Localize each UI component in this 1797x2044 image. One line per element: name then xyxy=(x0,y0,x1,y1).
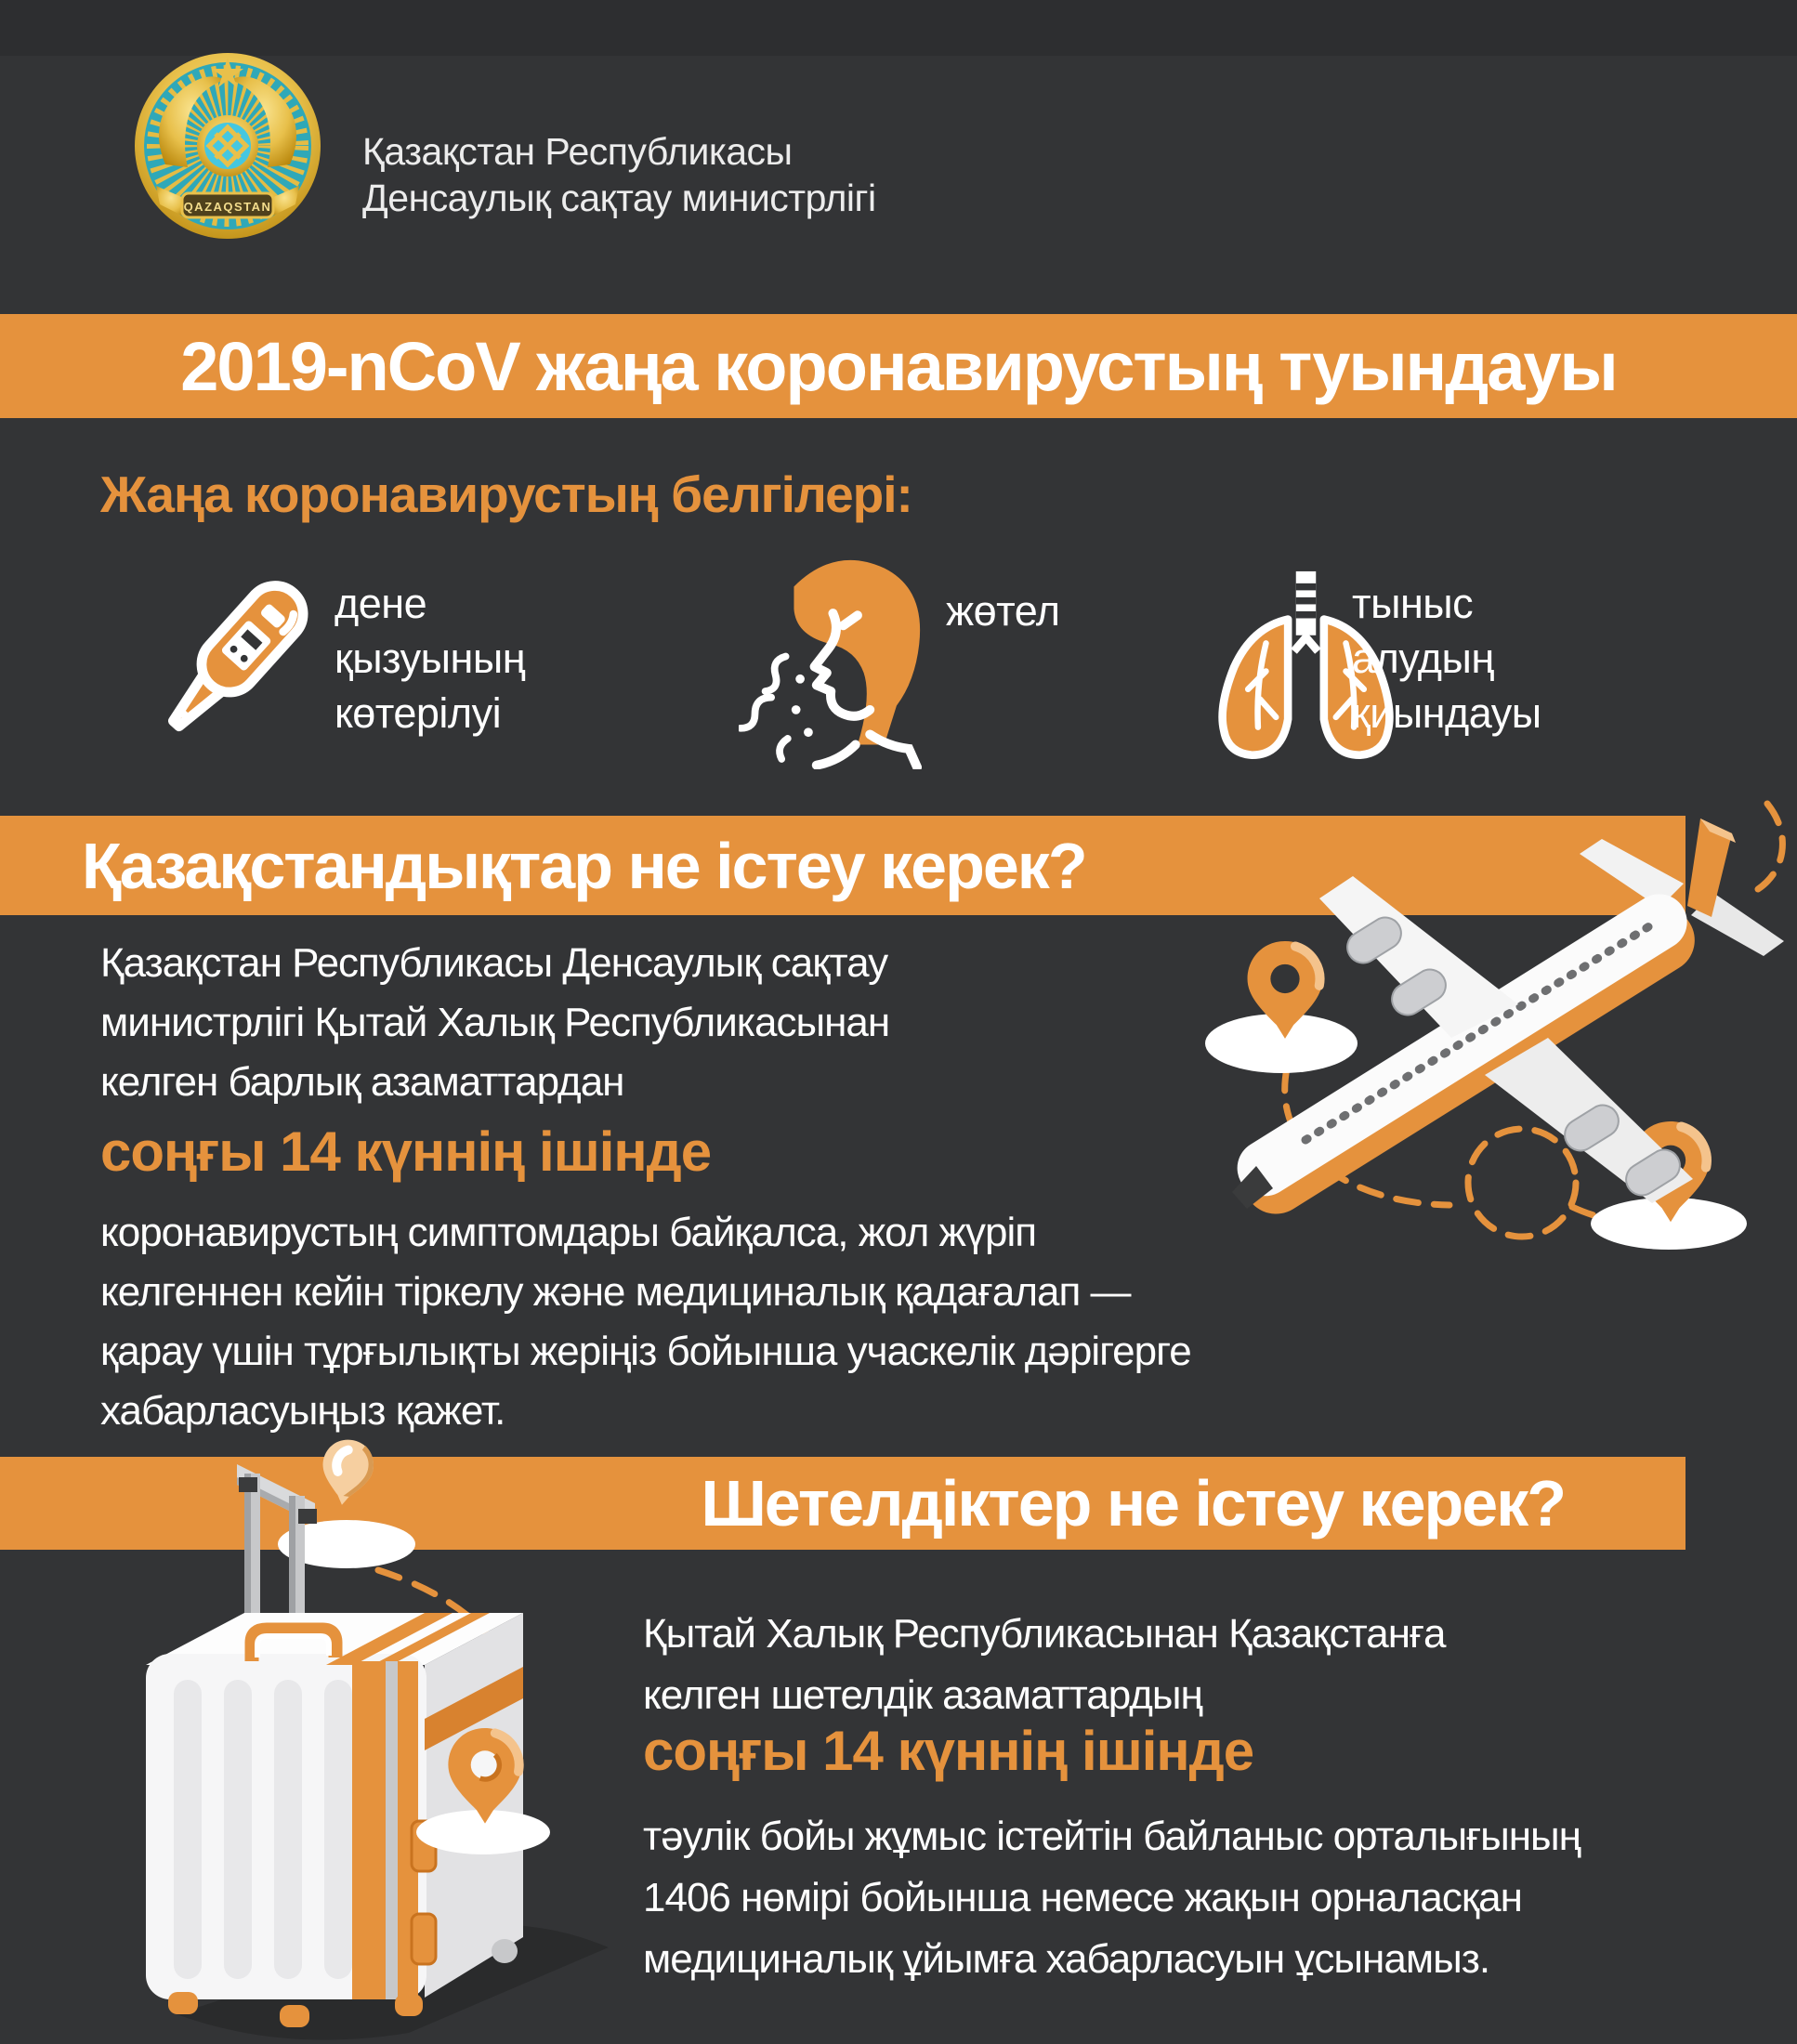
section-kazakh-banner-text: Қазақстандықтар не істеу керек? xyxy=(82,829,1086,902)
cough-icon xyxy=(739,554,948,769)
top-strip xyxy=(0,0,1797,56)
section-foreign-banner-text: Шетелдіктер не істеу керек? xyxy=(701,1467,1565,1540)
symptom-cough-label xyxy=(946,583,1060,638)
symptom-breath-line3: қиындауы xyxy=(1352,689,1541,737)
foreign-p2-line2: 1406 нөмірі бойынша немесе жақын орналасқан xyxy=(643,1875,1522,1920)
title-banner xyxy=(0,314,1797,418)
kazakh-p2-line1: коронавирустың симптомдары байқалса, жол жүріп xyxy=(100,1210,1037,1255)
foreign-p1-line2: келген шетелдік азаматтардың xyxy=(643,1672,1202,1718)
kazakh-highlight-14-days: соңғы 14 күннің ішінде xyxy=(100,1120,712,1183)
ministry-title xyxy=(362,128,876,221)
ministry-line-2: Денсаулық сақтау министрлігі xyxy=(362,177,876,219)
symptom-fever-line2: қызуының xyxy=(334,635,526,682)
thermometer-icon xyxy=(128,563,328,763)
symptom-fever-label xyxy=(334,576,525,740)
ministry-line-1: Қазақстан Республикасы xyxy=(362,130,793,173)
kazakh-p2-line2: келгеннен кейін тіркелу және медициналық қадағалап — xyxy=(100,1269,1131,1315)
kazakh-p1-line3: келген барлық азаматтардан xyxy=(100,1059,624,1105)
kazakh-p2-line3: қарау үшін тұрғылықты жеріңіз бойынша учаскелік дәрігерге xyxy=(100,1329,1191,1374)
kazakh-paragraph-1 xyxy=(100,934,889,1112)
suitcase-route-illustration xyxy=(88,1431,627,2044)
foreign-p2-line3: медициналық ұйымға хабарласуын ұсынамыз. xyxy=(643,1936,1490,1982)
foreign-highlight-14-days: соңғы 14 күннің ішінде xyxy=(643,1720,1254,1782)
emblem-banner-label: QAZAQSTAN xyxy=(183,200,272,214)
symptom-cough-line1: жөтел xyxy=(946,587,1060,635)
foreign-paragraph-2 xyxy=(643,1806,1581,1990)
symptoms-heading: Жаңа коронавирустың белгілері: xyxy=(100,465,912,523)
foreign-paragraph-1 xyxy=(643,1604,1446,1726)
symptom-breath-label xyxy=(1352,576,1541,740)
kazakh-p2-line4: хабарласуыңыз қажет. xyxy=(100,1388,505,1434)
foreign-p1-line1: Қытай Халық Республикасынан Қазақстанға xyxy=(643,1611,1446,1657)
airplane-route-illustration xyxy=(1143,794,1793,1278)
symptom-fever-line3: көтерілуі xyxy=(334,689,502,737)
symptom-fever-line1: дене xyxy=(334,580,427,627)
map-pin-icon-pale xyxy=(317,1436,377,1509)
kazakh-p1-line1: Қазақстан Республикасы Денсаулық сақтау xyxy=(100,940,888,986)
kazakh-paragraph-2 xyxy=(100,1203,1191,1441)
title-banner-text: 2019-nCoV жаңа коронавирустың туындауы xyxy=(180,327,1617,405)
symptom-breath-line1: тыныс xyxy=(1352,580,1474,627)
kazakh-p1-line2: министрлігі Қытай Халық Республикасынан xyxy=(100,1000,890,1045)
foreign-p2-line1: тәулік бойы жұмыс істейтін байланыс орталығының xyxy=(643,1814,1581,1859)
kazakhstan-coat-of-arms-icon xyxy=(130,48,325,243)
symptom-breath-line2: алудың xyxy=(1352,635,1494,682)
